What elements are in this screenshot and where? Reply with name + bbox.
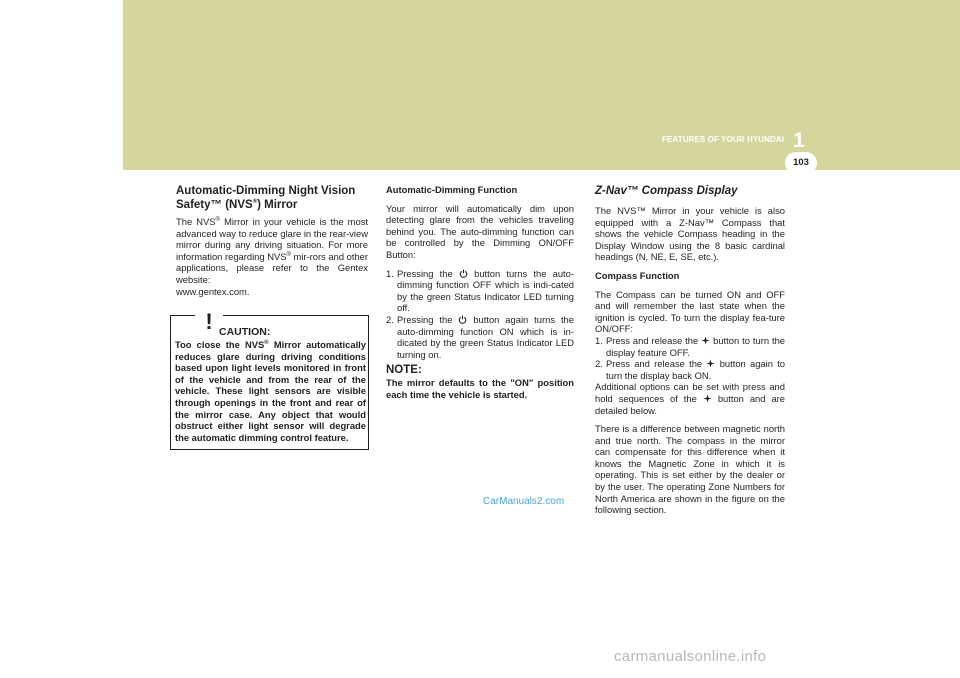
magnetic-north-text: There is a difference between magnetic north and true north. The compass in the mirror can compensate for this difference when it knows the Magnetic Zone in which it is operating. This is set either by the dealer or by the user. The operating Zone Numbers for North America are shown in the figure on the following section.	[595, 423, 785, 516]
list-item: 2. Press and release the button again to turn the display back ON.	[595, 358, 786, 381]
watermark-footer: carmanualsonline.info	[614, 648, 767, 665]
compass-function-subtitle: Compass Function	[595, 269, 680, 281]
chapter-number: 1	[793, 129, 805, 152]
auto-dimming-section	[386, 184, 574, 401]
nvs-mirror-section	[176, 184, 368, 304]
compass-function-text: The Compass can be turned ON and OFF and will remember the last state when the ignition is cycled. To turn the display fea-ture ON/OFF:	[595, 288, 785, 335]
compass-button-icon	[706, 359, 715, 368]
compass-options-text: Additional options can be set with press and hold sequences of the button and are detailed below.	[595, 381, 786, 416]
compass-button-icon	[703, 394, 712, 403]
compass-button-icon	[701, 336, 710, 345]
list-item: 2. Pressing the button again turns the auto-dimming function ON which is in-dicated by the green Status Indicator LED turning on.	[386, 313, 574, 360]
compass-title: Z-Nav™ Compass Display	[595, 185, 738, 197]
note-title: NOTE:	[386, 364, 422, 377]
caution-text: Too close the NVS® Mirror automatically reduces glare during driving conditions based upon light levels monitored in front of the vehicle and from the rear of the vehicle. These light sensors are visible through openings in the front and rear of the mirror case. Any object that would obstruct either light sensor will degrade the automatic dimming control feature.	[175, 339, 366, 443]
note-text: The mirror defaults to the "ON" position each time the vehicle is started.	[386, 377, 574, 400]
compass-section	[595, 184, 785, 523]
auto-dimming-subtitle: Automatic-Dimming Function	[386, 184, 518, 195]
chapter-label: FEATURES OF YOUR HYUNDAI	[662, 135, 785, 144]
caution-title: CAUTION:	[219, 326, 271, 338]
page-number: 103	[793, 157, 809, 168]
page-number-badge	[785, 152, 817, 174]
compass-intro: The NVS™ Mirror in your vehicle is also equipped with a Z-Nav™ Compass that shows the vehicle Compass heading in the Display Window using the 8 basic cardinal headings (N, NE, E, SE, etc.).	[595, 205, 785, 263]
section-title-nvs: Automatic-Dimming Night Vision Safety™ (NVS®) Mirror	[176, 185, 356, 211]
auto-dimming-intro: Your mirror will automatically dim upon detecting glare from the vehicles traveling behind you. The auto-dimming function can be controlled by the Dimming ON/OFF Button:	[386, 202, 574, 260]
header-band	[123, 0, 960, 170]
power-button-icon	[458, 315, 467, 324]
list-item: 1. Pressing the button turns the auto-dimming function OFF which is indi-cated by the green Status Indicator LED turning off.	[386, 267, 574, 314]
warning-icon: !	[195, 309, 223, 335]
list-item: 1. Press and release the button to turn the display feature OFF.	[595, 334, 786, 358]
caution-box	[170, 309, 369, 450]
nvs-intro-paragraph: The NVS® Mirror in your vehicle is the most advanced way to reduce glare in the rear-view mirror during any driving situation. For more information regarding NVS® mir-rors and other applications, please refer to the Gentex website: www.gentex.com.	[176, 216, 369, 297]
watermark-link[interactable]: CarManuals2.com	[483, 496, 565, 507]
power-button-icon	[459, 269, 468, 278]
gentex-website: www.gentex.com.	[176, 285, 250, 297]
